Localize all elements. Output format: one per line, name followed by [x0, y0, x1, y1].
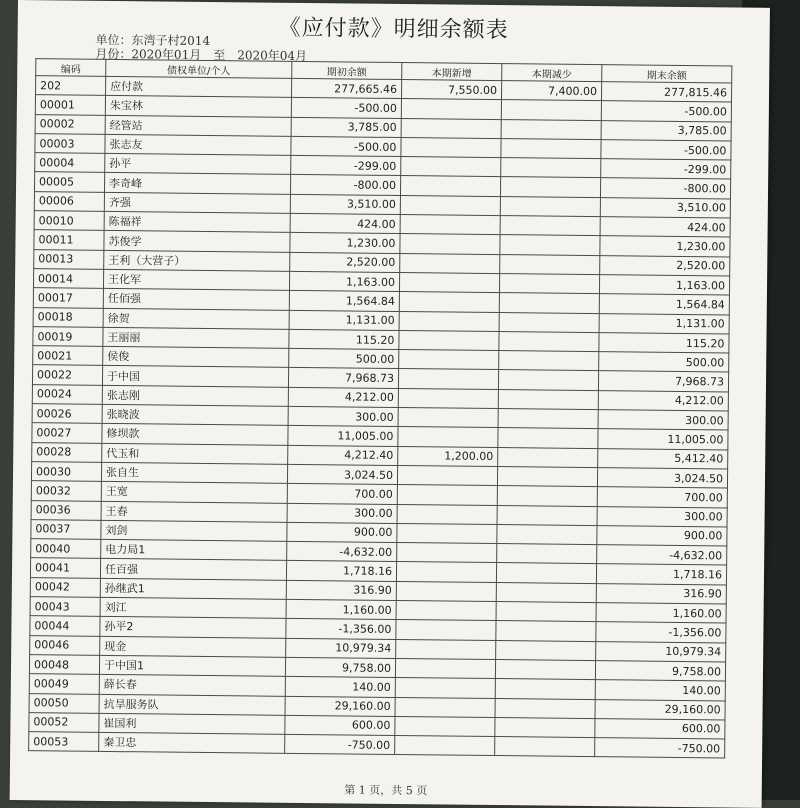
row-code: 00048 — [29, 655, 99, 675]
row-creditor: 王利（大营子） — [104, 250, 290, 271]
row-decrease — [501, 119, 601, 139]
row-decrease — [499, 351, 599, 371]
row-creditor: 崔国利 — [99, 713, 285, 734]
row-opening-balance: 1,230.00 — [290, 233, 400, 253]
table-body — [29, 76, 732, 759]
row-closing-balance: 1,163.00 — [599, 275, 729, 296]
row-decrease — [497, 486, 597, 506]
row-increase — [399, 292, 499, 312]
row-code: 00006 — [34, 191, 104, 211]
row-code: 00037 — [31, 519, 101, 539]
row-increase — [395, 716, 495, 736]
row-opening-balance: 3,785.00 — [291, 117, 401, 137]
row-increase — [401, 99, 501, 119]
row-increase — [399, 330, 499, 350]
row-closing-balance: 4,212.00 — [598, 390, 728, 411]
row-decrease — [495, 737, 595, 757]
row-increase — [399, 272, 499, 292]
row-closing-balance: 600.00 — [595, 718, 725, 739]
row-increase — [400, 234, 500, 254]
row-decrease — [498, 389, 598, 409]
row-decrease — [496, 563, 596, 583]
row-code: 00018 — [33, 307, 103, 327]
row-creditor: 张志友 — [105, 134, 291, 155]
row-increase — [397, 543, 497, 563]
row-creditor: 侯俊 — [103, 347, 289, 368]
balance-table — [28, 58, 732, 759]
row-code: 00044 — [30, 616, 100, 636]
row-closing-balance: 2,520.00 — [600, 255, 730, 276]
row-increase — [400, 176, 500, 196]
row-increase — [401, 118, 501, 138]
row-code: 00011 — [34, 230, 104, 250]
row-decrease — [500, 177, 600, 197]
row-code: 00052 — [29, 712, 99, 732]
row-opening-balance: 1,564.84 — [289, 291, 399, 311]
row-code: 00026 — [32, 404, 102, 424]
period-label: 月份：2020年01月 至 2020年04月 — [95, 46, 308, 64]
unit-label: 单位：东湾子村2014 — [95, 32, 211, 49]
row-closing-balance: 115.20 — [599, 332, 729, 353]
row-increase — [398, 388, 498, 408]
row-closing-balance: 300.00 — [597, 506, 727, 527]
row-opening-balance: 4,212.00 — [288, 387, 398, 407]
col-header-code: 编码 — [36, 59, 106, 77]
row-decrease — [496, 602, 596, 622]
row-creditor: 齐强 — [104, 192, 290, 213]
row-opening-balance: 3,510.00 — [290, 194, 400, 214]
row-opening-balance: 2,520.00 — [290, 252, 400, 272]
row-closing-balance: -1,356.00 — [596, 622, 726, 643]
row-increase — [396, 639, 496, 659]
row-closing-balance: 300.00 — [598, 410, 728, 431]
row-code: 00013 — [34, 249, 104, 269]
row-opening-balance: -800.00 — [290, 175, 400, 195]
row-closing-balance: 316.90 — [596, 583, 726, 604]
row-creditor: 于中国1 — [99, 655, 285, 676]
row-code: 00053 — [29, 732, 99, 752]
row-opening-balance: -750.00 — [285, 734, 395, 754]
row-closing-balance: -299.00 — [601, 159, 731, 180]
row-opening-balance: -4,632.00 — [287, 541, 397, 561]
row-opening-balance: 11,005.00 — [288, 426, 398, 446]
row-code: 00032 — [31, 481, 101, 501]
row-closing-balance: -4,632.00 — [597, 545, 727, 566]
row-code: 00049 — [29, 674, 99, 694]
row-opening-balance: -500.00 — [291, 98, 401, 118]
row-decrease — [495, 679, 595, 699]
row-increase — [400, 253, 500, 273]
col-header-decrease: 本期减少 — [502, 64, 602, 82]
row-opening-balance: 140.00 — [285, 677, 395, 697]
row-closing-balance: 5,412.40 — [598, 448, 728, 469]
row-opening-balance: 600.00 — [285, 715, 395, 735]
col-header-opening: 期初余额 — [292, 61, 402, 79]
row-closing-balance: 3,785.00 — [601, 120, 731, 141]
row-increase: 1,200.00 — [398, 446, 498, 466]
row-increase — [397, 523, 497, 543]
row-code: 00014 — [33, 269, 103, 289]
row-creditor: 经管站 — [105, 115, 291, 136]
row-increase — [400, 215, 500, 235]
row-increase — [395, 658, 495, 678]
row-creditor: 孙平 — [105, 154, 291, 175]
row-code: 00010 — [34, 211, 104, 231]
row-creditor: 王春 — [101, 501, 287, 522]
row-closing-balance: 9,758.00 — [595, 660, 725, 681]
row-creditor: 代玉和 — [102, 443, 288, 464]
row-opening-balance: 9,758.00 — [285, 657, 395, 677]
row-creditor: 陈福祥 — [104, 211, 290, 232]
row-opening-balance: 1,718.16 — [286, 561, 396, 581]
row-increase — [397, 504, 497, 524]
row-decrease — [497, 466, 597, 486]
row-decrease — [499, 331, 599, 351]
row-creditor: 李奇峰 — [104, 173, 290, 194]
row-closing-balance: 424.00 — [600, 217, 730, 238]
row-code: 00021 — [33, 346, 103, 366]
col-header-increase: 本期新增 — [402, 63, 502, 81]
row-closing-balance: 1,230.00 — [600, 236, 730, 257]
row-opening-balance: 7,968.73 — [288, 368, 398, 388]
row-decrease — [497, 544, 597, 564]
row-increase — [399, 311, 499, 331]
row-creditor: 张自生 — [101, 462, 287, 483]
row-code: 00028 — [32, 442, 102, 462]
row-decrease — [500, 254, 600, 274]
row-closing-balance: 29,160.00 — [595, 699, 725, 720]
row-creditor: 任百强 — [100, 559, 286, 580]
row-code: 00004 — [35, 153, 105, 173]
row-creditor: 徐贺 — [103, 308, 289, 329]
row-increase — [401, 137, 501, 157]
row-code: 00041 — [30, 558, 100, 578]
row-decrease — [496, 640, 596, 660]
row-code: 00042 — [30, 577, 100, 597]
row-code: 00046 — [30, 635, 100, 655]
row-opening-balance: 29,160.00 — [285, 696, 395, 716]
row-closing-balance: 1,131.00 — [599, 313, 729, 334]
row-creditor: 孙平2 — [100, 617, 286, 638]
row-creditor: 薛长春 — [99, 675, 285, 696]
row-decrease — [498, 409, 598, 429]
row-decrease — [496, 621, 596, 641]
row-decrease — [499, 312, 599, 332]
row-opening-balance: 3,024.50 — [287, 464, 397, 484]
row-closing-balance: 1,160.00 — [596, 603, 726, 624]
row-code: 00002 — [35, 114, 105, 134]
row-opening-balance: 424.00 — [290, 213, 400, 233]
row-closing-balance: 3,510.00 — [600, 197, 730, 218]
row-opening-balance: 115.20 — [289, 329, 399, 349]
row-closing-balance: 11,005.00 — [598, 429, 728, 450]
row-closing-balance: 700.00 — [597, 487, 727, 508]
row-increase — [398, 427, 498, 447]
row-code: 00019 — [33, 327, 103, 347]
row-creditor: 秦卫忠 — [99, 732, 285, 753]
row-creditor: 任佰强 — [103, 289, 289, 310]
row-creditor: 苏俊学 — [104, 231, 290, 252]
row-increase — [395, 736, 495, 756]
ledger-sheet — [10, 0, 770, 808]
row-decrease — [500, 235, 600, 255]
row-closing-balance: 1,564.84 — [599, 294, 729, 315]
row-opening-balance: 316.90 — [286, 580, 396, 600]
row-closing-balance: 7,968.73 — [598, 371, 728, 392]
row-opening-balance: 300.00 — [288, 406, 398, 426]
row-increase — [398, 369, 498, 389]
row-decrease — [501, 138, 601, 158]
row-increase — [395, 697, 495, 717]
row-code: 00003 — [35, 134, 105, 154]
col-header-closing: 期末余额 — [602, 65, 732, 83]
row-decrease — [498, 370, 598, 390]
row-code: 00027 — [32, 423, 102, 443]
row-increase — [401, 157, 501, 177]
row-decrease — [495, 717, 595, 737]
row-closing-balance: 900.00 — [597, 525, 727, 546]
row-opening-balance: 900.00 — [287, 522, 397, 542]
row-opening-balance: 10,979.34 — [286, 638, 396, 658]
row-opening-balance: 1,160.00 — [286, 599, 396, 619]
row-closing-balance: -750.00 — [595, 738, 725, 759]
row-opening-balance: 277,665.46 — [291, 78, 401, 98]
row-opening-balance: 1,163.00 — [289, 271, 399, 291]
row-opening-balance: 300.00 — [287, 503, 397, 523]
row-decrease — [501, 100, 601, 120]
row-increase — [396, 620, 496, 640]
row-creditor: 王宽 — [101, 482, 287, 503]
row-code: 00005 — [34, 172, 104, 192]
row-creditor: 电力局1 — [101, 540, 287, 561]
row-creditor: 应付款 — [106, 76, 292, 97]
row-creditor: 抗旱服务队 — [99, 694, 285, 715]
row-decrease — [497, 524, 597, 544]
row-decrease — [497, 505, 597, 525]
row-creditor: 张志刚 — [102, 385, 288, 406]
row-decrease — [501, 158, 601, 178]
row-creditor: 王化军 — [103, 269, 289, 290]
row-decrease — [496, 582, 596, 602]
row-closing-balance: -800.00 — [600, 178, 730, 199]
row-creditor: 修坝款 — [102, 424, 288, 445]
row-closing-balance: 500.00 — [599, 352, 729, 373]
row-creditor: 朱宝林 — [105, 96, 291, 117]
row-opening-balance: 4,212.40 — [288, 445, 398, 465]
row-closing-balance: -500.00 — [601, 101, 731, 122]
row-code: 00024 — [32, 384, 102, 404]
row-increase — [396, 581, 496, 601]
row-increase — [398, 408, 498, 428]
row-decrease — [498, 447, 598, 467]
row-code: 00040 — [31, 539, 101, 559]
row-increase — [397, 465, 497, 485]
row-opening-balance: 1,131.00 — [289, 310, 399, 330]
row-increase — [400, 195, 500, 215]
row-code: 00022 — [32, 365, 102, 385]
row-closing-balance: -500.00 — [601, 140, 731, 161]
row-closing-balance: 3,024.50 — [597, 468, 727, 489]
row-creditor: 现金 — [100, 636, 286, 657]
row-code: 00001 — [35, 95, 105, 115]
row-creditor: 王丽丽 — [103, 327, 289, 348]
row-opening-balance: -500.00 — [291, 136, 401, 156]
row-increase — [396, 601, 496, 621]
row-code: 00036 — [31, 500, 101, 520]
row-opening-balance: 700.00 — [287, 484, 397, 504]
row-decrease — [499, 274, 599, 294]
page-footer: 第 1 页，共 5 页 — [344, 783, 428, 798]
row-opening-balance: -299.00 — [291, 156, 401, 176]
row-creditor: 刘剑 — [101, 520, 287, 541]
row-code: 00050 — [29, 693, 99, 713]
row-closing-balance: 10,979.34 — [596, 641, 726, 662]
row-increase — [399, 350, 499, 370]
row-closing-balance: 277,815.46 — [601, 82, 731, 103]
row-code: 00017 — [33, 288, 103, 308]
row-decrease: 7,400.00 — [501, 81, 601, 101]
row-increase — [395, 678, 495, 698]
row-opening-balance: -1,356.00 — [286, 619, 396, 639]
page-title: 《应付款》明细余额表 — [278, 15, 509, 44]
row-decrease — [495, 659, 595, 679]
row-creditor: 张晓波 — [102, 404, 288, 425]
row-code: 00043 — [30, 597, 100, 617]
row-increase — [396, 562, 496, 582]
row-creditor: 于中国 — [102, 366, 288, 387]
row-decrease — [500, 196, 600, 216]
row-decrease — [495, 698, 595, 718]
row-increase — [397, 485, 497, 505]
row-decrease — [499, 293, 599, 313]
row-opening-balance: 500.00 — [289, 349, 399, 369]
row-closing-balance: 140.00 — [595, 680, 725, 701]
row-creditor: 孙继武1 — [100, 578, 286, 599]
row-decrease — [498, 428, 598, 448]
col-header-creditor: 债权单位/个人 — [106, 59, 292, 78]
row-code: 202 — [36, 76, 106, 96]
row-increase: 7,550.00 — [401, 80, 501, 100]
row-decrease — [500, 216, 600, 236]
row-closing-balance: 1,718.16 — [596, 564, 726, 585]
row-code: 00030 — [31, 462, 101, 482]
row-creditor: 刘江 — [100, 597, 286, 618]
